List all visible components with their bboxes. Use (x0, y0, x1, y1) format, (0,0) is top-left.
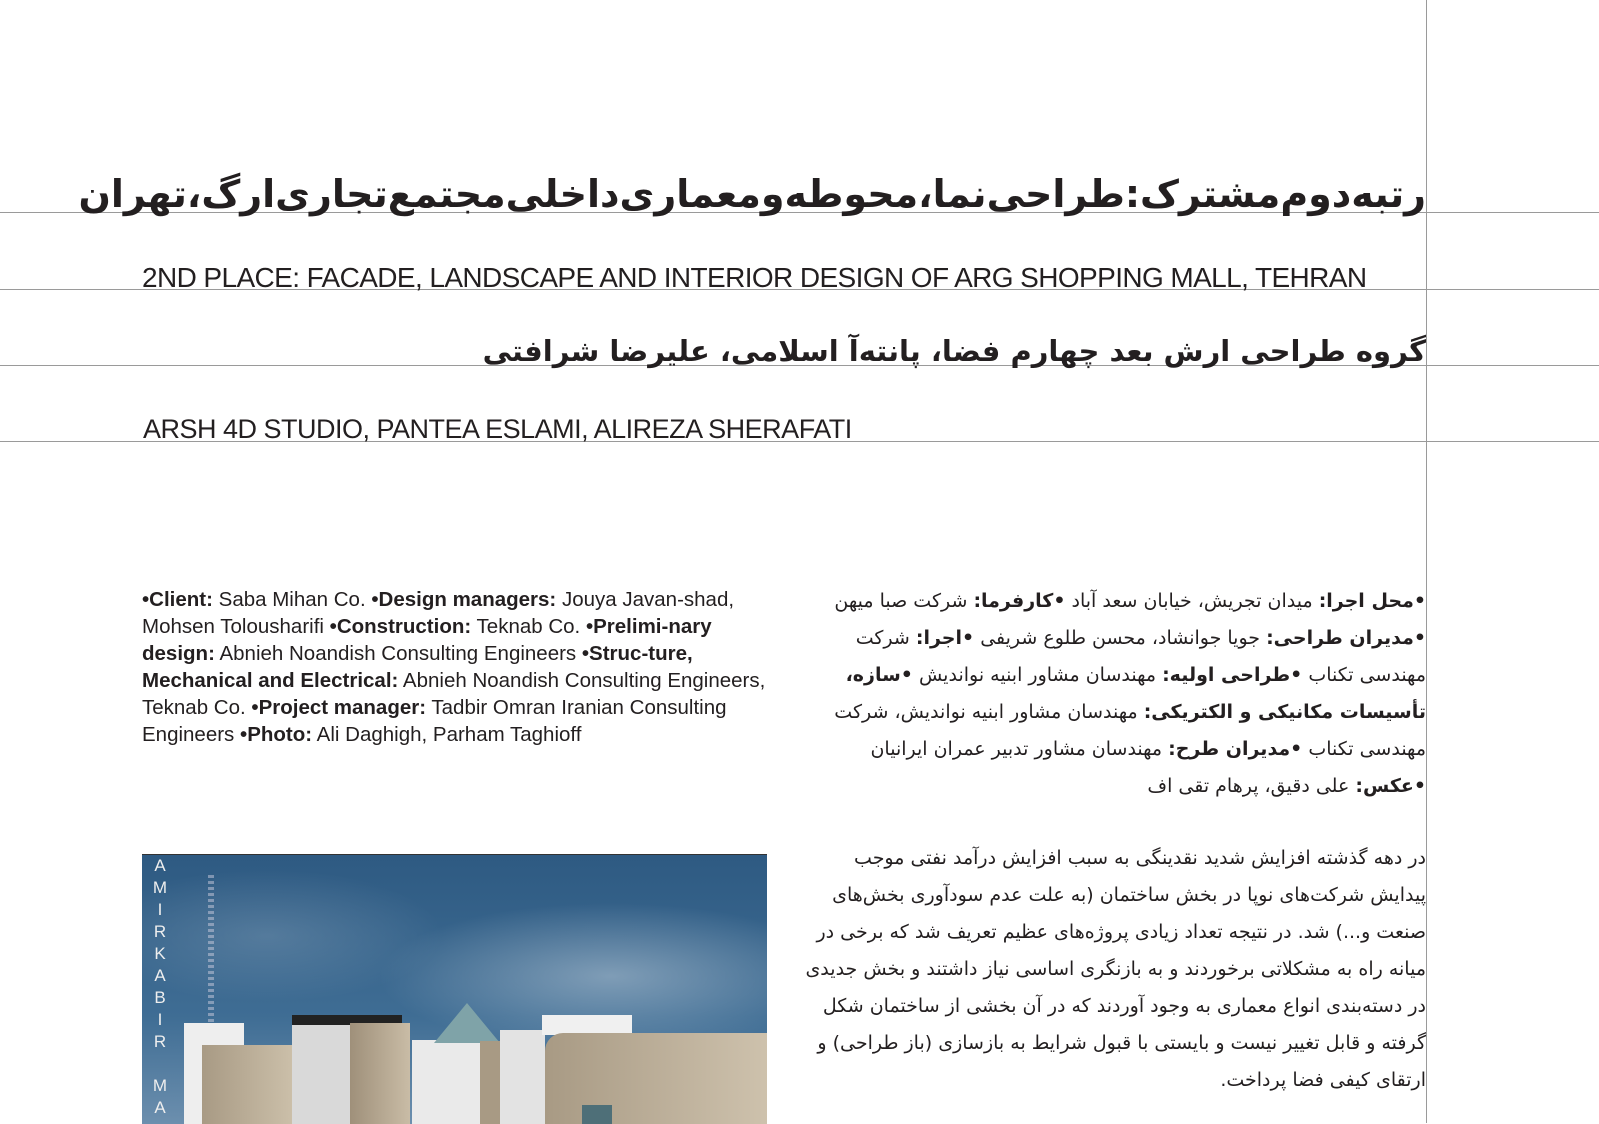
building-facade (480, 1041, 500, 1124)
building-facade (350, 1023, 410, 1124)
credit-label: •Construction: (329, 615, 472, 638)
credit-label: •اجرا: (915, 627, 975, 649)
photo-letter: M (152, 878, 168, 897)
credit-value: مهندسان مشاور ابنیه نواندیش (912, 664, 1163, 686)
credit-value: Ali Daghigh, Parham Taghioff (312, 723, 582, 746)
building-facade (545, 1033, 767, 1124)
designers-english: ARSH 4D STUDIO, PANTEA ESLAMI, ALIREZA SHERAFATI (143, 414, 852, 444)
photo-letter (150, 1053, 170, 1075)
designers-persian: گروه طراحی ارش بعد چهارم فضا، پانته‌آ اسلامی، علیرضا شرافتی (482, 334, 1426, 368)
building-window (582, 1105, 612, 1124)
credit-label: •Photo: (240, 723, 313, 746)
credit-label: •Prelimi-nary design: (142, 615, 712, 665)
credit-value: جویا جوانشاد، محسن طلوع شریفی (974, 627, 1267, 649)
building-block (412, 1040, 487, 1124)
credit-value: شرکت صبا میهن (834, 590, 974, 612)
credit-label: •Design managers: (371, 588, 557, 611)
building-block (500, 1030, 545, 1124)
credit-label: •طراحی اولیه: (1162, 664, 1303, 686)
body-text-persian: در دهه گذشته افزایش شدید نقدینگی به سبب افزایش درآمد نفتی موجب پیدایش شرکت‌های نوپا در بخش ساختمان (به علت عدم سودآوری بخش‌های صنعت و...) شد. در نتیجه تعداد زیادی پروژه‌های عظیم تعریف شد که برخی در میانه راه به مشکلاتی برخوردند و به بازنگری اساسی نیاز داشتند و بخش جدیدی در دسته‌بندی انواع معماری به وجود آوردند که در آن بخشی از ساختمان شکل گرفته و قابل تغییر نیست و بایستی با قبول شرایط به بازسازی (باز طراحی) و ارتقای کیفی فضا پرداخت. (805, 847, 1426, 1091)
credit-value: میدان تجریش، خیابان سعد آباد (1065, 590, 1319, 612)
credit-value: Jouya Javan-shad, Mohsen Tolousharifi (142, 588, 735, 638)
photo-letter: B (154, 988, 166, 1007)
credit-value: Tadbir Omran Iranian Consulting Engineers (142, 696, 727, 746)
photo-letter: A (154, 1098, 166, 1117)
credit-label: •عکس: (1355, 775, 1426, 797)
photo-letter: R (153, 1032, 167, 1051)
building-facade (202, 1045, 292, 1124)
photo-letter: K (154, 944, 166, 963)
credit-value: Teknab Co. (471, 615, 586, 638)
credit-label: •سازه، تأسیسات مکانیکی و الکتریکی: (845, 664, 1426, 723)
credit-value: Saba Mihan Co. (212, 588, 372, 611)
photo-letter: A (154, 966, 166, 985)
photo-letter: I (157, 900, 163, 919)
title-persian: رتبه‌دوم‌مشترک:طراحی‌نما،محوطه‌ومعماری‌داخلی‌مجتمع‌تجاری‌ارگ،تهران (78, 172, 1426, 216)
credit-value: Abnieh Noandish Consulting Engineers (214, 642, 582, 665)
photo-letter: I (157, 1010, 163, 1029)
credits-persian (816, 583, 1426, 805)
credit-value: مهندسان مشاور ابنیه نواندیش، شرکت مهندسی تکناب (834, 701, 1426, 760)
credit-label: •کارفرما: (973, 590, 1066, 612)
credit-label: •Struc-ture, Mechanical and Electrical: (142, 642, 693, 692)
credit-value: شرکت مهندسی تکناب (855, 627, 1426, 686)
photo-letter: A (154, 856, 166, 875)
building-photo (142, 854, 767, 1124)
credit-label: •مدیران طراحی: (1266, 627, 1426, 649)
credit-label: •Client: (142, 588, 213, 611)
credit-value: علی دقیق، پرهام تقی اف (1147, 775, 1356, 797)
credit-label: •مدیران طرح: (1168, 738, 1303, 760)
guide-line-vertical (1426, 0, 1427, 1123)
credit-label: •محل اجرا: (1318, 590, 1426, 612)
credit-value: Abnieh Noandish Consulting Engineers, Teknab Co. (142, 669, 766, 719)
photo-vertical-text (150, 855, 170, 1119)
building-roof (542, 1015, 632, 1035)
credit-label: •Project manager: (251, 696, 427, 719)
photo-letter: R (153, 922, 167, 941)
credits-english (142, 586, 772, 748)
photo-letter: M (152, 1076, 168, 1095)
credit-value: مهندسان مشاور تدبیر عمران ایرانیان (870, 738, 1169, 760)
title-english: 2ND PLACE: FACADE, LANDSCAPE AND INTERIOR DESIGN OF ARG SHOPPING MALL, TEHRAN (142, 262, 1367, 293)
glass-pyramid (434, 1003, 500, 1043)
